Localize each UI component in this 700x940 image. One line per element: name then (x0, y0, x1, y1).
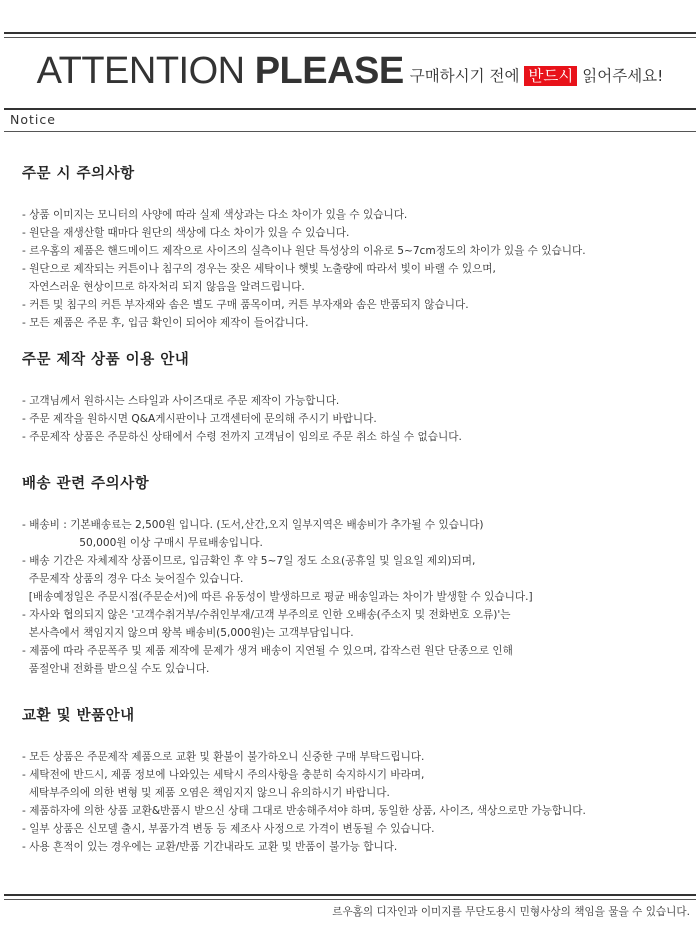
section-title: 주문 제작 상품 이용 안내 (22, 352, 190, 368)
list-item (22, 766, 692, 802)
section-custom-order (22, 348, 692, 446)
bottom-rule-2 (4, 899, 696, 900)
section-title: 교환 및 반품안내 (22, 708, 135, 724)
list-item-line: 자연스러운 현상이므로 하자처리 되지 않음을 알려드립니다. (22, 281, 305, 293)
list-item-line: - 주문 제작을 원하시면 Q&A게시판이나 고객센터에 문의해 주시기 바랍니다. (22, 413, 377, 425)
list-item-line: - 주문제작 상품은 주문하신 상태에서 수령 전까지 고객님이 임의로 주문 취소 하실 수 없습니다. (22, 431, 462, 443)
list-item-line: 품절안내 전화를 받으실 수도 있습니다. (22, 663, 210, 675)
list-item (22, 748, 692, 766)
list-item (22, 552, 692, 606)
list-item-line: - 원단을 재생산할 때마다 원단의 색상에 다소 차이가 있을 수 있습니다. (22, 227, 350, 239)
list-item-line: - 배송 기간은 자체제작 상품이므로, 입금확인 후 약 5~7일 정도 소요(공휴일 및 일요일 제외)되며, (22, 555, 476, 567)
list-item-line: [배송예정일은 주문시점(주문순서)에 따른 유동성이 발생하므로 평균 배송일과는 차이가 발생할 수 있습니다.] (22, 591, 533, 603)
section-shipping (22, 472, 692, 678)
list-item-line: - 배송비 : 기본배송료는 2,500원 입니다. (도서,산간,오지 일부지역은 배송비가 추가될 수 있습니다) (22, 519, 484, 531)
list-item (22, 314, 692, 332)
list-item-line: - 자사와 협의되지 않은 '고객수취거부/수취인부재/고객 부주의로 인한 오배송(주소지 및 전화번호 오류)'는 (22, 609, 511, 621)
notice-bottom-rule (4, 131, 696, 132)
section-list (22, 392, 692, 446)
list-item-line: - 제품에 따라 주문폭주 및 제품 제작에 문제가 생겨 배송이 지연될 수 있으며, 갑작스런 원단 단종으로 인해 (22, 645, 513, 657)
list-item (22, 392, 692, 410)
list-item-line: - 일부 상품은 신모델 출시, 부품가격 변동 등 제조사 사정으로 가격이 변동될 수 있습니다. (22, 823, 435, 835)
footer-copyright: 르우홈의 디자인과 이미지를 무단도용시 민형사상의 책임을 물을 수 있습니다. (332, 906, 690, 918)
list-item-line: 주문제작 상품의 경우 다소 늦어질수 있습니다. (22, 573, 244, 585)
list-item-line: 본사측에서 책임지지 않으며 왕복 배송비(5,000원)는 고객부담입니다. (22, 627, 354, 639)
list-item (22, 820, 692, 838)
section-list (22, 748, 692, 856)
list-item-line: 세탁부주의에 의한 변형 및 제품 오염은 책임지지 않으니 유의하시기 바랍니다. (22, 787, 390, 799)
list-item (22, 802, 692, 820)
list-item-line: - 커튼 및 침구의 커튼 부자재와 솜은 별도 구매 품목이며, 커튼 부자재와 솜은 반품되지 않습니다. (22, 299, 469, 311)
section-exchange-return (22, 704, 692, 856)
attention-title: ATTENTION PLEASE (36, 50, 404, 92)
notice-top-rule (4, 108, 696, 110)
section-title: 주문 시 주의사항 (22, 166, 135, 182)
section-list (22, 206, 692, 332)
list-item (22, 516, 692, 552)
attention-subtitle: 구매하시기 전에 반드시 읽어주세요! (409, 66, 664, 85)
list-item-line: - 제품하자에 의한 상품 교환&반품시 받으신 상태 그대로 반송해주셔야 하며, 동일한 상품, 사이즈, 색상으로만 가능합니다. (22, 805, 586, 817)
list-item (22, 224, 692, 242)
list-item-line: 50,000원 이상 구매시 무료배송입니다. (22, 537, 263, 549)
top-rule-2 (4, 37, 696, 38)
list-item (22, 428, 692, 446)
list-item-line: - 모든 제품은 주문 후, 입금 확인이 되어야 제작이 들어갑니다. (22, 317, 309, 329)
list-item (22, 642, 692, 678)
list-item (22, 296, 692, 314)
list-item (22, 410, 692, 428)
list-item-line: - 원단으로 제작되는 커튼이나 침구의 경우는 잦은 세탁이나 햇빛 노출량에 따라서 빛이 바랠 수 있으며, (22, 263, 496, 275)
list-item (22, 838, 692, 856)
list-item-line: - 르우홈의 제품은 핸드메이드 제작으로 사이즈의 실측이나 원단 특성상의 이유로 5~7cm정도의 차이가 있을 수 있습니다. (22, 245, 586, 257)
section-list (22, 516, 692, 678)
attention-header (0, 50, 700, 100)
list-item (22, 242, 692, 260)
list-item-line: - 사용 흔적이 있는 경우에는 교환/반품 기간내라도 교환 및 반품이 불가능 합니다. (22, 841, 398, 853)
section-title: 배송 관련 주의사항 (22, 476, 150, 492)
list-item (22, 206, 692, 224)
bottom-rule-1 (4, 894, 696, 896)
list-item-line: - 세탁전에 반드시, 제품 정보에 나와있는 세탁시 주의사항을 충분히 숙지하시기 바라며, (22, 769, 425, 781)
list-item (22, 260, 692, 296)
list-item-line: - 상품 이미지는 모니터의 사양에 따라 실제 색상과는 다소 차이가 있을 수 있습니다. (22, 209, 408, 221)
list-item-line: - 모든 상품은 주문제작 제품으로 교환 및 환불이 불가하오니 신중한 구매 부탁드립니다. (22, 751, 425, 763)
list-item (22, 606, 692, 642)
section-order-notice (22, 162, 692, 332)
notice-label: Notice (10, 112, 56, 127)
highlight-badge: 반드시 (524, 66, 577, 86)
list-item-line: - 고객님께서 원하시는 스타일과 사이즈대로 주문 제작이 가능합니다. (22, 395, 340, 407)
top-rule-1 (4, 32, 696, 34)
